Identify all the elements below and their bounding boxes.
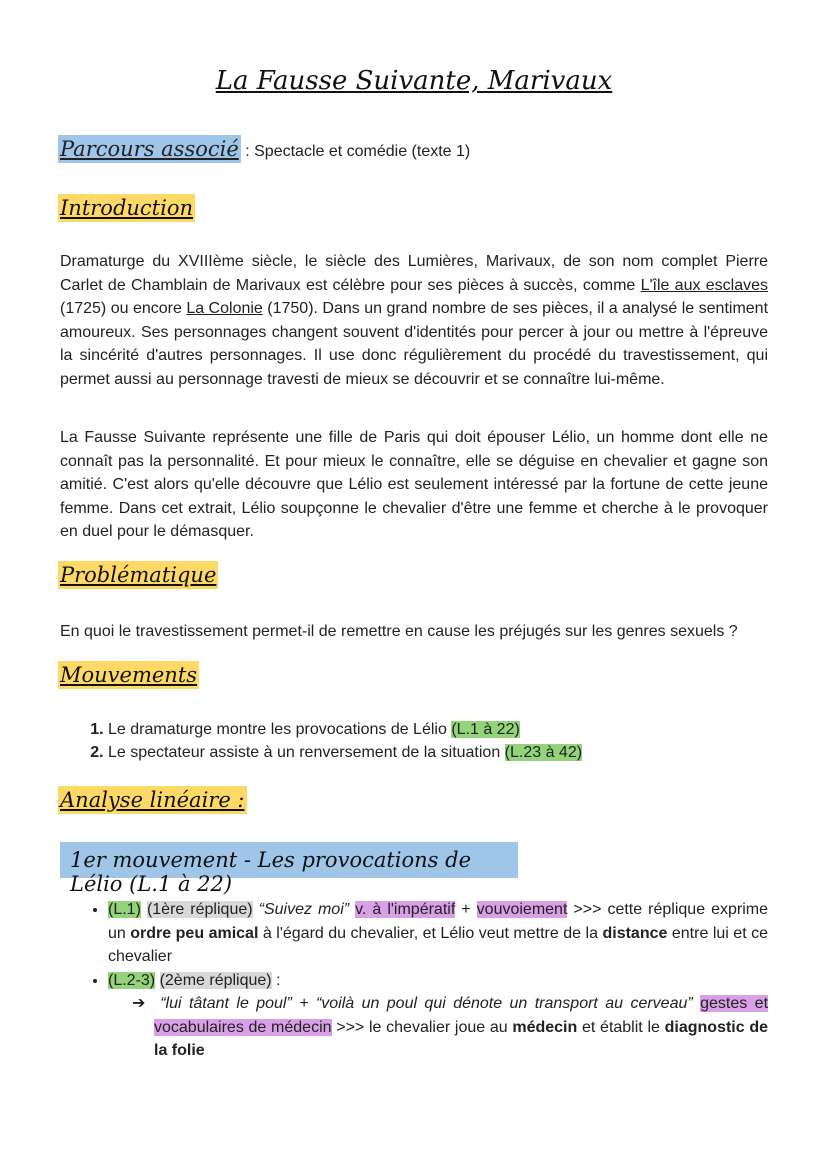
problematique-text: En quoi le travestissement permet-il de remettre en cause les préjugés sur les genres sexuels ? xyxy=(60,623,738,640)
analyse-heading: Analyse linéaire : xyxy=(60,788,245,812)
list-item: • (L.2-3) (2ème réplique) : ➔ “lui tâtant le poul” + “voilà un poul qui dénote un transport au cerveau” gestes et vocabulaires de médecin >>> le chevalier joue au médecin et établit le diagnostic de la folie xyxy=(108,969,768,1063)
link-la-colonie[interactable]: La Colonie xyxy=(186,300,263,317)
document-title: La Fausse Suivante, Marivaux xyxy=(215,66,613,96)
mouvements-list xyxy=(60,718,768,764)
problematique-heading: Problématique xyxy=(60,563,217,587)
intro-heading: Introduction xyxy=(60,196,193,220)
parcours-heading: Parcours associé xyxy=(60,137,239,161)
link-ile-aux-esclaves[interactable]: L'île aux esclaves xyxy=(640,276,768,294)
intro-paragraph-1: Dramaturge du XVIIIème siècle, le siècle des Lumières, Marivaux, de son nom complet Pierre Carlet de Chamblain de Marivaux est célèbre pour ses pièces à succès, comme L'île aux esclaves (1725) ou encore La Colonie (1750). Dans un grand nombre de ses pièces, il a analysé le sentiment amoureux. Ses personnages changent souvent d'identités pour percer à jour ou mettre à l'épreuve la sincérité d'autres personnages. Il use donc régulièrement du procédé du travestissement, qui permet aussi au personnage travesti de mieux se découvrir et se connaître lui-même. xyxy=(60,253,769,388)
mouvements-heading: Mouvements xyxy=(60,663,198,687)
sub-item: ➔ “lui tâtant le poul” + “voilà un poul qui dénote un transport au cerveau” gestes et vocabulaires de médecin >>> le chevalier joue au médecin et établit le diagnostic de la folie xyxy=(132,995,769,1059)
intro-paragraph-2: La Fausse Suivante représente une fille de Paris qui doit épouser Lélio, un homme dont elle ne connaît pas la personnalité. Et pour mieux le connaître, elle se déguise en chevalier et gagne son amitié. C'est alors qu'elle découvre que Lélio est seulement intéressé par la fortune de cette jeune femme. Dans cet extrait, Lélio soupçonne le chevalier d'être une femme et cherche à le provoquer en duel pour le démasquer. xyxy=(60,429,768,540)
list-item: 2. Le spectateur assiste à un renversement de la situation (L.23 à 42) xyxy=(108,741,768,764)
list-item: • (L.1) (1ère réplique) “Suivez moi” v. à l'impératif + vouvoiement >>> cette réplique exprime un ordre peu amical à l'égard du chevalier, et Lélio veut mettre de la distance entre lui et ce chevalier xyxy=(108,898,768,969)
arrow-icon: ➔ xyxy=(132,995,146,1012)
parcours-line xyxy=(58,137,470,161)
analyse-bullets xyxy=(60,898,768,1063)
parcours-text: : Spectacle et comédie (texte 1) xyxy=(240,143,471,160)
list-item: 1. Le dramaturge montre les provocations de Lélio (L.1 à 22) xyxy=(108,718,768,741)
mouvement-1-heading: 1er mouvement - Les provocations de Lélio (L.1 à 22) xyxy=(60,842,518,878)
